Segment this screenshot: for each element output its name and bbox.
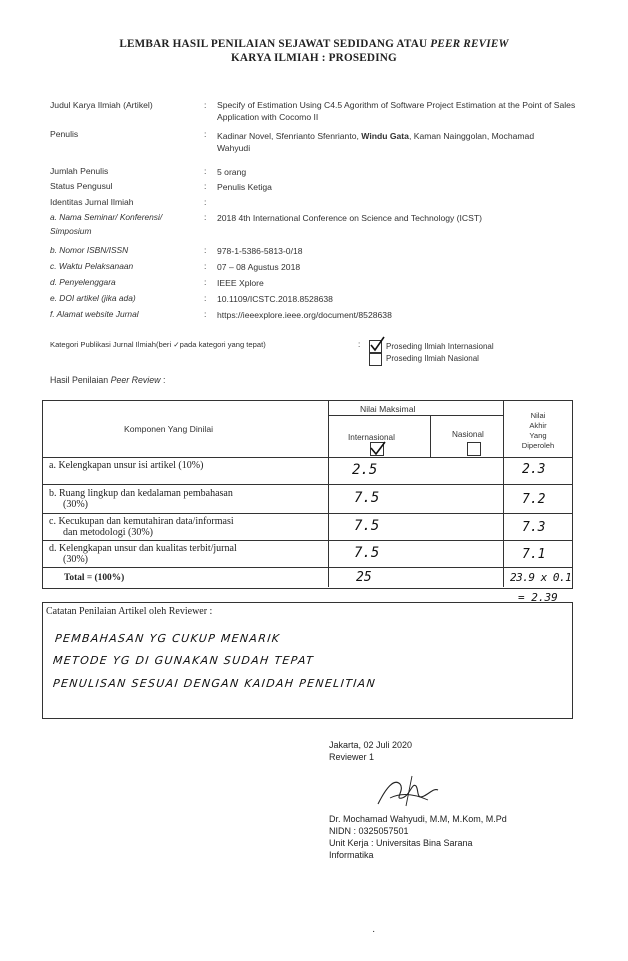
colon: :	[204, 309, 207, 319]
penulis-highlight: Windu Gata	[361, 131, 409, 141]
doi-value: 10.1109/ICSTC.2018.8528638	[217, 294, 333, 304]
review-heading-text: Hasil Penilaian	[50, 375, 111, 385]
review-heading-tail: :	[160, 375, 166, 385]
checkbox-nasional[interactable]	[369, 353, 382, 366]
nama-label-2: Simposium	[50, 226, 92, 236]
nama-value: 2018 4th International Conference on Science and Technology (ICST)	[217, 213, 482, 223]
colon: :	[204, 261, 207, 271]
col-akhir-line3: Yang	[529, 431, 547, 440]
checkbox-internasional[interactable]	[369, 340, 382, 353]
review-heading-italic: Peer Review	[110, 375, 161, 385]
row-d-label2: (30%)	[63, 554, 88, 565]
penulis-value	[217, 130, 557, 154]
colon: :	[204, 277, 207, 287]
footer-mark: ·	[372, 926, 376, 937]
colon: :	[204, 212, 207, 222]
row-a-akhir: 2.3	[522, 462, 546, 477]
checkmark-icon	[369, 336, 385, 352]
penyelenggara-label: d. Penyelenggara	[50, 277, 116, 287]
title-italic-text: PEER REVIEW	[430, 38, 509, 50]
row-c-akhir: 7.3	[522, 520, 546, 535]
col-internasional: Internasional	[348, 433, 395, 442]
waktu-label: c. Waktu Pelaksanaan	[50, 261, 134, 271]
penulis-part-a: Kadinar Novel, Sfenrianto Sfenrianto,	[217, 131, 362, 141]
row-b-akhir: 7.2	[522, 492, 546, 507]
catatan-line1: PEMBAHASAN YG CUKUP MENARIK	[54, 632, 281, 645]
row-b-label2: (30%)	[63, 499, 88, 510]
colon: :	[204, 293, 207, 303]
penyelenggara-value: IEEE Xplore	[217, 278, 264, 288]
row-c-label2: dan metodologi (30%)	[63, 527, 153, 538]
col-divider-2	[430, 415, 431, 458]
row-d-maks: 7.5	[354, 545, 380, 561]
doi-label: e. DOI artikel (jika ada)	[50, 293, 136, 303]
jumlah-value: 5 orang	[217, 167, 247, 177]
row-a-label: a. Kelengkapan unsur isi artikel (10%)	[49, 460, 204, 471]
col-nilai-maks: Nilai Maksimal	[360, 404, 416, 414]
colon: :	[204, 166, 207, 176]
col-nilai-akhir	[504, 411, 572, 451]
document-subtitle: KARYA ILMIAH : PROSEDING	[231, 52, 397, 64]
row-d-akhir: 7.1	[522, 547, 546, 562]
row-divider-2	[42, 513, 572, 514]
reviewer-nidn: NIDN : 0325057501	[329, 826, 409, 836]
catatan-line2: METODE YG DI GUNAKAN SUDAH TEPAT	[52, 654, 315, 667]
reviewer-role: Reviewer 1	[329, 752, 375, 762]
row-divider-3	[42, 540, 572, 541]
row-divider-1	[42, 484, 572, 485]
isbn-label: b. Nomor ISBN/ISSN	[50, 245, 129, 255]
waktu-value: 07 – 08 Agustus 2018	[217, 262, 301, 272]
total-maks: 25	[356, 570, 372, 585]
option-internasional: Proseding Ilmiah Internasional	[386, 342, 494, 351]
col-akhir-line2: Akhir	[529, 421, 547, 430]
row-b-label: b. Ruang lingkup dan kedalaman pembahasan	[49, 488, 233, 499]
kategori-label: Kategori Publikasi Jurnal Ilmiah(beri ✓pada kategori yang tepat)	[50, 340, 266, 349]
col-nasional: Nasional	[452, 430, 484, 439]
signature-icon	[372, 770, 442, 814]
isbn-value: 978-1-5386-5813-0/18	[217, 246, 303, 256]
judul-label: Judul Karya Ilmiah (Artikel)	[50, 100, 153, 110]
colon: :	[204, 129, 207, 139]
subheader-divider	[328, 415, 504, 416]
checkbox-nas-table[interactable]	[467, 442, 481, 456]
col-divider-1	[328, 400, 329, 587]
alamat-label: f. Alamat website Jurnal	[50, 309, 139, 319]
catatan-label: Catatan Penilaian Artikel oleh Reviewer :	[46, 606, 213, 617]
total-akhir: 23.9 x 0.1	[510, 571, 572, 584]
col-komponen: Komponen Yang Dinilai	[124, 424, 214, 434]
status-label: Status Pengusul	[50, 181, 113, 191]
jumlah-label: Jumlah Penulis	[50, 166, 109, 176]
penulis-label: Penulis	[50, 129, 79, 139]
colon: :	[204, 100, 207, 110]
identitas-label: Identitas Jurnal Ilmiah	[50, 197, 134, 207]
colon: :	[204, 245, 207, 255]
total-label: Total = (100%)	[64, 573, 125, 583]
colon: :	[204, 181, 207, 191]
row-c-label: c. Kecukupan dan kemutahiran data/informasi	[49, 516, 234, 527]
penulis-part-b: , Kaman Nainggolan, Mochamad Wahyudi	[217, 131, 535, 153]
row-a-maks: 2.5	[352, 462, 378, 478]
reviewer-unit-2: Informatika	[329, 850, 374, 860]
nama-label: a. Nama Seminar/ Konferensi/	[50, 212, 163, 222]
col-akhir-line4: Diperoleh	[521, 441, 555, 450]
place-date: Jakarta, 02 Juli 2020	[329, 740, 413, 750]
kategori-colon: :	[358, 340, 361, 349]
col-akhir-line1: Nilai	[530, 411, 546, 420]
catatan-line3: PENULISAN SESUAI DENGAN KAIDAH PENELITIAN	[52, 677, 377, 690]
judul-value: Specify of Estimation Using C4.5 Agorithm of Software Project Estimation at the Point of Sales Application with Cocomo II	[217, 100, 576, 122]
colon: :	[204, 197, 207, 207]
row-c-maks: 7.5	[354, 518, 380, 534]
review-heading	[50, 375, 165, 385]
title-line1-text: LEMBAR HASIL PENILAIAN SEJAWAT SEDIDANG ATAU	[119, 38, 428, 50]
header-divider	[42, 457, 572, 458]
alamat-value: https://ieeexplore.ieee.org/document/8528638	[217, 310, 392, 320]
row-divider-4	[42, 567, 572, 568]
reviewer-name: Dr. Mochamad Wahyudi, M.M, M.Kom, M.Pd	[329, 814, 507, 824]
status-value: Penulis Ketiga	[217, 182, 272, 192]
option-nasional: Proseding Ilmiah Nasional	[386, 354, 479, 363]
checkbox-int-table[interactable]	[370, 442, 384, 456]
reviewer-unit: Unit Kerja : Universitas Bina Sarana	[329, 838, 473, 848]
checkmark-icon	[370, 440, 386, 456]
row-d-label: d. Kelengkapan unsur dan kualitas terbit/jurnal	[49, 543, 237, 554]
row-b-maks: 7.5	[354, 490, 380, 506]
document-title	[0, 38, 628, 50]
total-result: = 2.39	[518, 591, 558, 604]
